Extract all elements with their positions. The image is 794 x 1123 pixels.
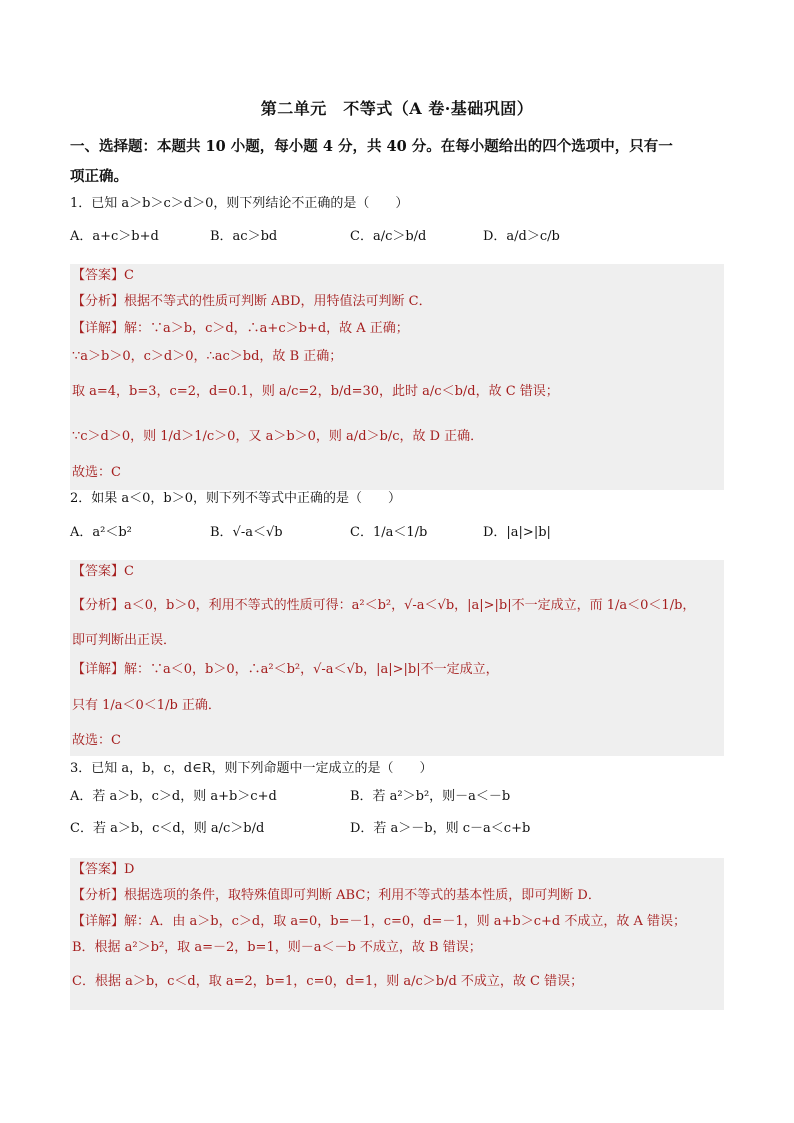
question-2-option-d: D．|a|>|b|: [483, 525, 551, 540]
section-heading-line-1: 一、选择题：本题共 10 小题，每小题 4 分，共 40 分。在每小题给出的四个选项中，只有一: [70, 138, 673, 155]
question-3-solution: [70, 858, 724, 1010]
question-3-detail-1: 【详解】解：A．由 a＞b，c＞d，取 a=0，b=－1，c=0，d=－1，则 a+b＞c+d 不成立，故 A 错误；: [72, 914, 687, 929]
question-3-detail-3: C．根据 a＞b，c＜d，取 a=2，b=1，c=0，d=1，则 a/c＞b/d 不成立，故 C 错误；: [72, 974, 584, 989]
question-1-option-a: A．a+c＞b+d: [70, 229, 159, 244]
question-1-detail-4: ∵c＞d＞0，则 1/d＞1/c＞0，又 a＞b＞0，则 a/d＞b/c，故 D 正确．: [72, 429, 484, 444]
question-3-analysis: 【分析】根据选项的条件，取特殊值即可判断 ABC；利用不等式的基本性质，即可判断 D．: [72, 888, 601, 903]
question-2-analysis: 【分析】a＜0，b＞0，利用不等式的性质可得：a²＜b²，√-a＜√b，|a|>|b|不一定成立，而 1/a＜0＜1/b，: [72, 598, 696, 613]
question-2-stem: 2．如果 a＜0，b＞0，则下列不等式中正确的是（ ）: [70, 491, 402, 506]
question-3-detail-2: B．根据 a²＞b²，取 a=－2，b=1，则－a＜－b 不成立，故 B 错误；: [72, 940, 482, 955]
question-2-detail-3: 故选：C: [72, 733, 121, 748]
question-3-option-d: D．若 a＞－b，则 c－a＜c+b: [350, 821, 531, 836]
question-2-option-b: B．√-a＜√b: [210, 525, 283, 540]
question-1-analysis: 【分析】根据不等式的性质可判断 ABD，用特值法可判断 C．: [72, 294, 432, 309]
question-3-option-c: C．若 a＞b，c＜d，则 a/c＞b/d: [70, 821, 265, 836]
question-3-option-b: B．若 a²＞b²，则－a＜－b: [350, 789, 511, 804]
question-1-stem: 1．已知 a＞b＞c＞d＞0，则下列结论不正确的是（ ）: [70, 196, 409, 211]
question-1-detail-1: 【详解】解：∵a＞b，c＞d，∴a+c＞b+d，故 A 正确；: [72, 321, 409, 336]
question-2-analysis-cont: 即可判断出正误．: [72, 633, 177, 648]
question-1-option-d: D．a/d＞c/b: [483, 229, 560, 244]
question-1-detail-5: 故选：C: [72, 465, 121, 480]
question-2-option-c: C．1/a＜1/b: [350, 525, 428, 540]
question-2-detail-2: 只有 1/a＜0＜1/b 正确．: [72, 698, 221, 713]
page-title: 第二单元 不等式（A 卷·基础巩固）: [260, 99, 534, 118]
question-1-option-c: C．a/c＞b/d: [350, 229, 427, 244]
question-2-option-a: A．a²＜b²: [70, 525, 132, 540]
question-1-detail-3: 取 a=4，b=3，c=2，d=0.1，则 a/c=2，b/d=30，此时 a/c＜b/d，故 C 错误；: [72, 384, 559, 399]
question-3-answer: 【答案】D: [72, 862, 135, 877]
question-3-stem: 3．已知 a，b，c，d∈R，则下列命题中一定成立的是（ ）: [70, 761, 433, 776]
question-1-answer: 【答案】C: [72, 268, 134, 283]
question-2-answer: 【答案】C: [72, 564, 134, 579]
section-heading-line-2: 项正确。: [70, 168, 128, 185]
question-3-option-a: A．若 a＞b，c＞d，则 a+b＞c+d: [70, 789, 277, 804]
question-2-solution: [70, 560, 724, 756]
question-1-option-b: B．ac＞bd: [210, 229, 278, 244]
section-heading: [70, 132, 724, 192]
question-2-detail-1: 【详解】解：∵a＜0，b＞0，∴a²＜b²，√-a＜√b，|a|>|b|不一定成立，: [72, 662, 499, 677]
question-1-solution: [70, 264, 724, 490]
question-1-detail-2: ∵a＞b＞0，c＞d＞0，∴ac＞bd，故 B 正确；: [72, 349, 343, 364]
